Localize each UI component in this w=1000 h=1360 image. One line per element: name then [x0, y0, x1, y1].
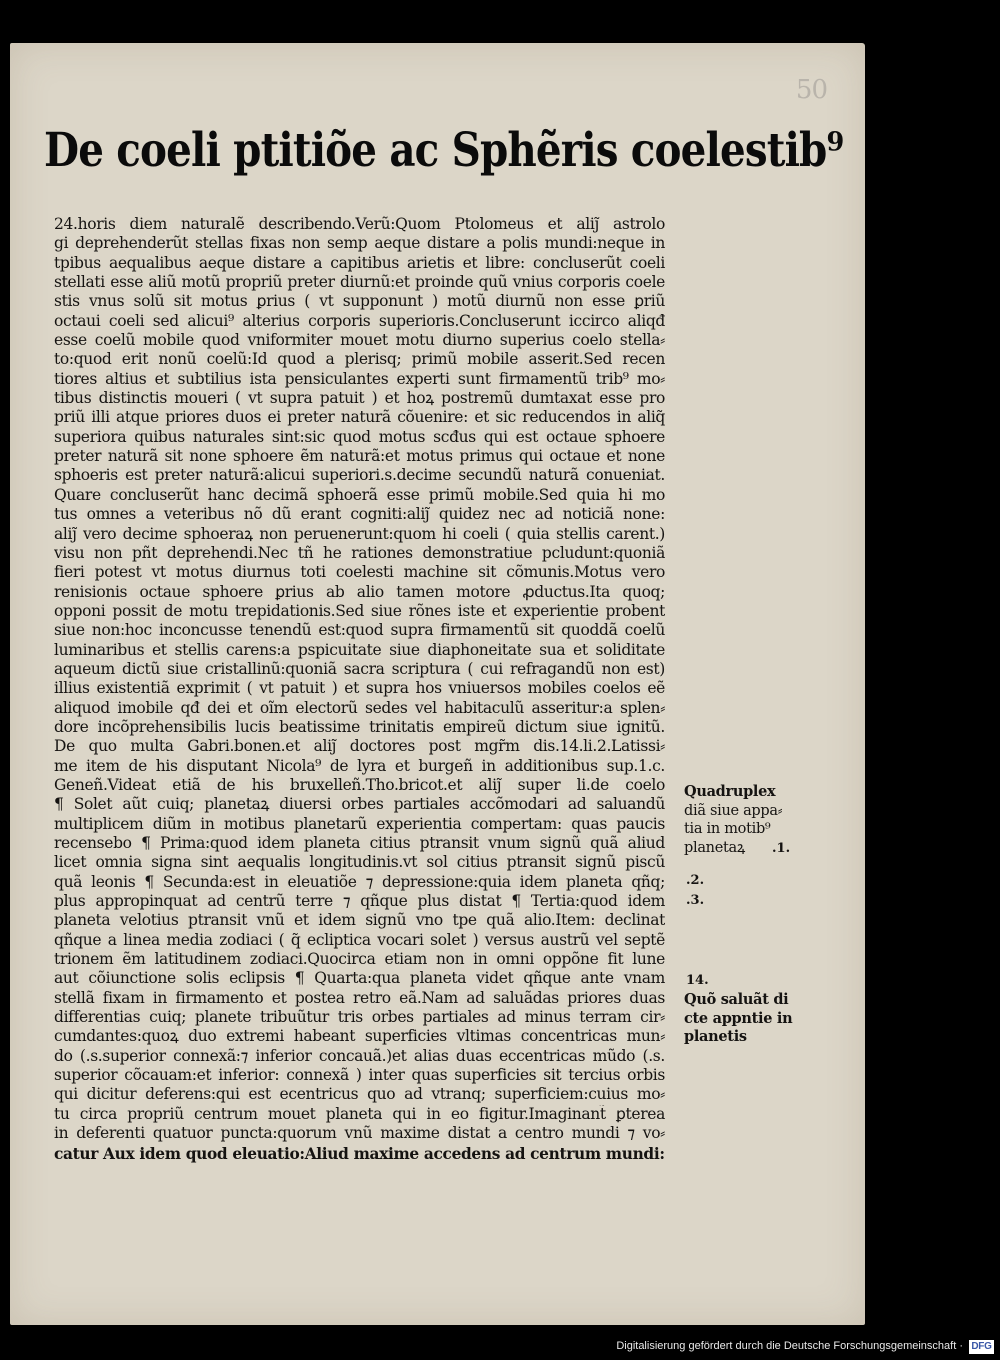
text-line: fieri potest vt motus diurnus toti coelesti machine sit cõmunis.Motus vero [54, 563, 665, 582]
text-line: multiplicem diũm in motibus planetarũ experientia compertam: quas paucis [54, 814, 665, 833]
text-line: luminaribus et stellis carens:a pspicuitate siue diaphoneitate sua et soliditate [54, 640, 665, 659]
text-line: stis vnus solũ sit motus ꝑrius ( vt supponunt ) motũ diurnũ non esse ꝑriũ [54, 292, 665, 311]
text-line: qui dicitur deferens:qui est ecentricus quo ad vtranq; superficiem:cuius mo⸗ [54, 1085, 665, 1104]
margin-note-line: Quõ saluãt di [684, 991, 789, 1008]
text-line: De quo multa Gabri.bonen.et aliȷ̃ doctores post mgr̃m dis.14.li.2.Latissi⸗ [54, 737, 665, 756]
text-line: tu circa propriũ centrum mouet planeta qui in eo figitur.Imaginant̃ ꝑterea [54, 1104, 665, 1123]
text-line: aut cõiunctione solis eclipsis ¶ Quarta:qua planeta videt qñque ante vnam [54, 969, 665, 988]
text-line: aliȷ̃ vero decime sphoeraꝝ non peruenerunt:quom hi coeli ( quia stellis carent.) [54, 524, 665, 543]
text-line: do (.s.superior connexã:⁊ inferior concauã.)et alias duas eccentricas mũdo (.s. [54, 1046, 665, 1065]
text-line: planeta velotius ptransit vnũ et idem signũ vno tpe quã alio.Item: declinat [54, 911, 665, 930]
margin-note-line: tia in motib⁹ [684, 821, 771, 837]
document-page [10, 43, 865, 1325]
text-line: plus appropinquat ad centrũ terre ⁊ qñque plus distat ¶ Tertia:quod idem [54, 892, 665, 911]
margin-number-14: 14. [686, 973, 709, 988]
margin-note-line: diã siue appa⸗ [684, 802, 783, 819]
dfg-logo: DFG [969, 1340, 994, 1354]
text-line: tpibus aequalibus aeque distare a capitibus arietis et libre: concluserũt coeli [54, 253, 665, 272]
text-line: in deferenti quatuor puncta:quorum vnũ maxime distat a centro mundi ⁊ vo⸗ [54, 1124, 665, 1143]
text-line: cumdantes:quoꝝ duo extremi habeant superficies vltimas concentricas mun⸗ [54, 1027, 665, 1046]
footer-bar [0, 1330, 1000, 1360]
text-line: qñque a linea media zodiaci ( q̃ ecliptica vocari solet ) versus austrũ vel septẽ [54, 930, 665, 949]
text-line: to:quod erit nonũ coelũ:Id quod a plerisq; primũ mobile asserit.Sed recen [54, 350, 665, 369]
text-line: 24.horis diem naturalẽ describendo.Verũ:Quom Ptolomeus et aliȷ̃ astrolo [54, 215, 665, 233]
body-text [54, 215, 665, 1163]
margin-note-line: planetaꝝ [684, 839, 745, 856]
margin-number-3: .3. [686, 893, 705, 908]
text-line: aliquod imobile qđ dei et oĩm electorũ sedes vel habitaculũ asseritur:a splen⸗ [54, 698, 665, 717]
text-line: ¶ Solet aũt cuiq; planetaꝝ diuersi orbes partiales accõmodari ad saluandũ [54, 795, 665, 814]
text-line: licet omnia signa sint aequalis longitudinis.vt sol citius ptransit signũ piscũ [54, 853, 665, 872]
text-line: dore incõprehensibilis lucis beatissime trinitatis empireũ dictum siue ignitũ. [54, 717, 665, 736]
margin-note-line: cte appntie in [684, 1009, 793, 1027]
text-line: siue non:hoc inconcusse tenendũ est:quod supra firmamentũ sit quoddã coelũ [54, 621, 665, 640]
margin-note-saluant [684, 991, 792, 1047]
text-line: stellã fixam in firmamento et postea retro eã.Nam ad saluãdas priores duas [54, 988, 665, 1007]
text-line: superior cõcauam:et inferior: connexã ) inter quas superficies sit tercius orbis [54, 1066, 665, 1085]
text-line: me item de his disputant Nicola⁹ de lyra et burgeñ in additionibus sup.1.c. [54, 756, 665, 775]
text-line: superiora quibus naturales sint:sic quod motus scđus qui est octaue sphoere [54, 427, 665, 446]
folio-number: 50 [795, 75, 827, 105]
text-line: preter naturã sit none sphoere ẽm naturã:et motus primus qui octaue et none [54, 447, 665, 466]
page-title: De coeli ptitiõe ac Sphẽris coelestib⁹ [44, 123, 844, 178]
text-line: recensebo ¶ Prima:quod idem planeta citius ptransit vnum signũ quã aliud [54, 834, 665, 852]
text-line: tus omnes a veteribus nõ dũ erant cogniti:aliȷ̃ quidez nec ad noticiã none: [54, 505, 665, 524]
text-line: aqueum dictũ siue cristallinũ:quoniã sacra scriptura ( cui refragandũ non est) [54, 659, 665, 678]
text-line: differentias cuiq; planete tribuũtur tris orbes partiales ad minus terram cir⸗ [54, 1008, 665, 1027]
text-line: sphoeris est preter naturã:alicui superiori.s.decime secundũ naturã conueniat. [54, 466, 665, 485]
margin-note-line: Quadruplex [684, 783, 776, 800]
text-line: catur Aux idem quod eleuatio:Aliud maxime accedens ad centrum mundi: [54, 1143, 665, 1163]
text-line: esse coelũ mobile quod vniformiter mouet motu diurno superius coelo stella⸗ [54, 331, 665, 350]
text-line: stellati esse aliũ motũ propriũ preter diurnũ:et proinde quũ vnius corporis coele [54, 273, 665, 292]
funding-credit: Digitalisierung gefördert durch die Deutsche Forschungsgemeinschaft · [616, 1340, 963, 1352]
text-line: renisionis octaue sphoere ꝑrius ab alio tamen motore ꝓductus.Ita quoq; [54, 582, 665, 601]
text-line: trionem ẽm latitudinem zodiaci.Quocirca etiam non in omni oppõne fit lune [54, 950, 665, 969]
text-line: illius existentiã exprimit ( vt patuit ) et supra hos vniuersos mobiles coelos eẽ [54, 679, 665, 698]
margin-number-1: .1. [772, 841, 791, 856]
text-line: Geneñ.Videat etiã de his bruxelleñ.Tho.bricot.et aliȷ̃ super li.de coelo [54, 775, 665, 794]
margin-note-quadruplex [684, 783, 782, 857]
text-line: quã leonis ¶ Secunda:est in eleuatiõe ⁊ depressione:quia idem planeta qñq; [54, 872, 665, 891]
text-line: octaui coeli sed alicui⁹ alterius corporis superioris.Concluserunt iccirco aliqđ [54, 311, 665, 330]
margin-number-2: .2. [686, 873, 705, 888]
text-line: visu non pñt deprehendi.Nec tñ he rationes demonstratiue pcludunt:quoniã [54, 543, 665, 562]
margin-note-line: planetis [684, 1028, 747, 1045]
text-line: Quare concluserũt hanc decimã sphoerã esse primũ mobile.Sed quia hi mo [54, 485, 665, 504]
text-line: tiores altius et subtilius ista pensiculantes experti sunt firmamentũ trib⁹ mo⸗ [54, 369, 665, 388]
text-line: tibus distinctis moueri ( vt supra patuit ) et hoꝝ postremũ dumtaxat esse pro [54, 389, 665, 408]
text-line: priũ illi atque priores duos ei preter naturã cõuenire: et sic reducendos in aliq̃ [54, 408, 665, 427]
text-line: gi deprehenderũt stellas fixas non semp aeque distare a polis mundi:neque in [54, 234, 665, 253]
text-line: opponi possit de motu trepidationis.Sed siue rõnes iste et experientie probent [54, 601, 665, 620]
